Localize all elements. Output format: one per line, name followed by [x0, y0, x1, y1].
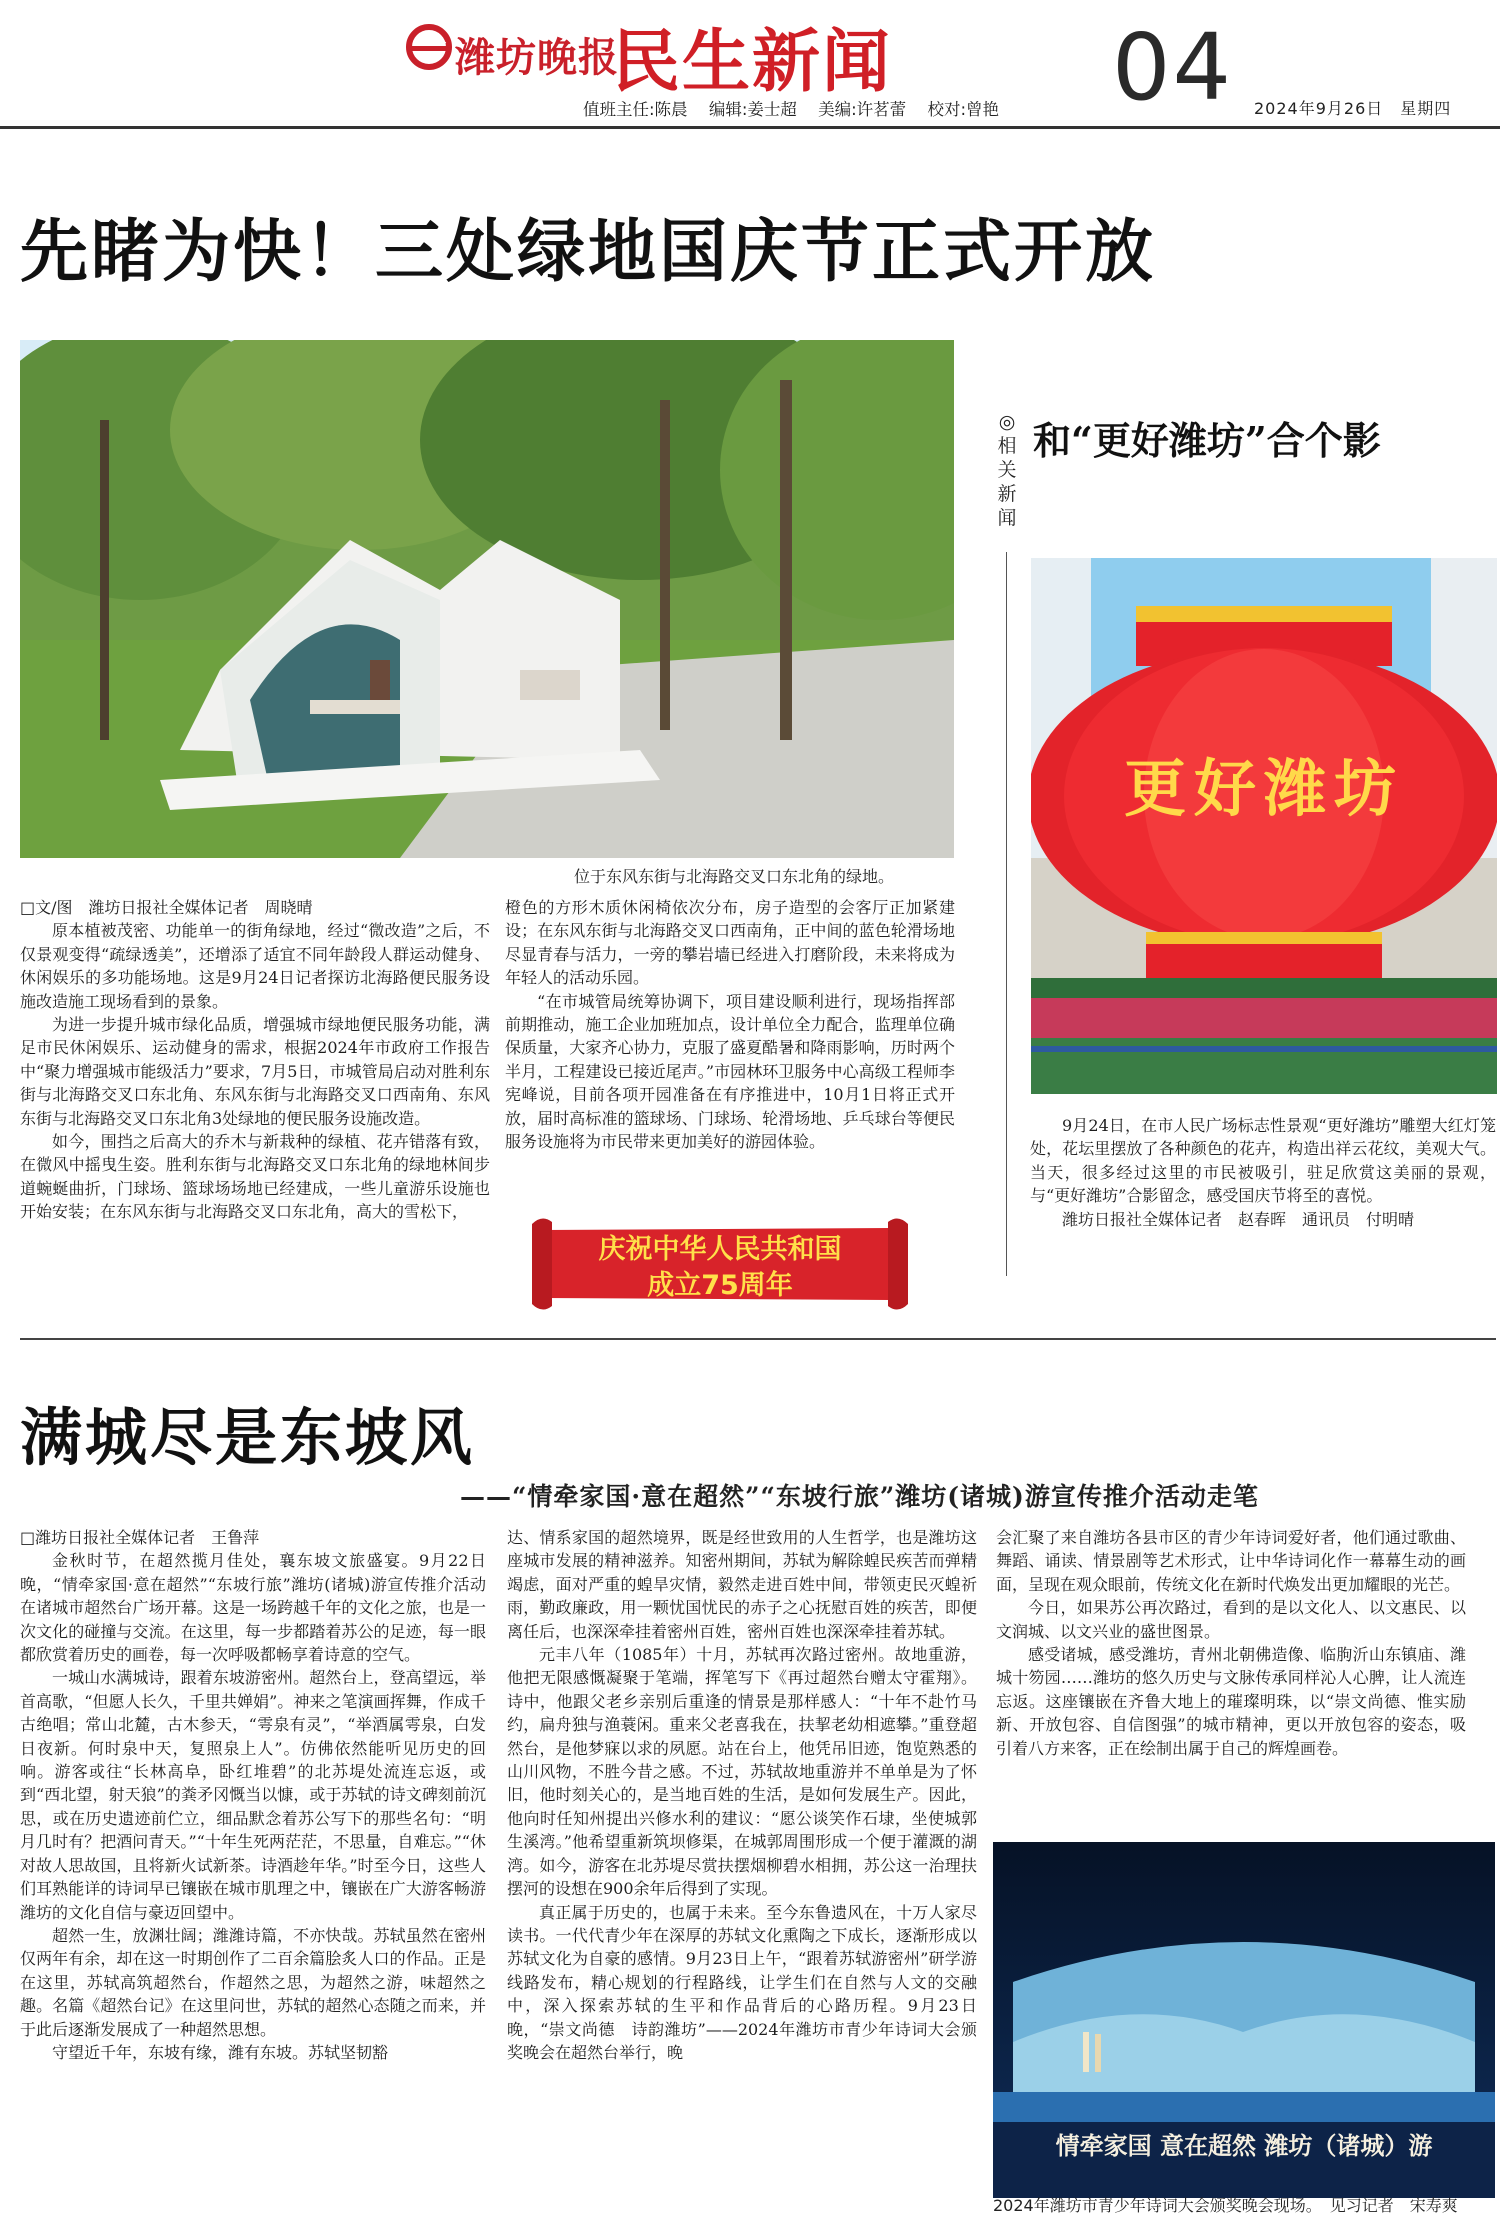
article1-paragraph: 为进一步提升城市绿化品质，增强城市绿地便民服务功能，满足市民休闲娱乐、运动健身的需求，根据2024年市政府工作报告中“聚力增强城市能级活力”要求，7月5日，市城管局启动对胜利东街与北海路交叉口东北角、东风东街与北海路交叉口西南角、东风东街与北海路交叉口东北角3处绿地的便民服务设施改造。	[20, 1015, 490, 1128]
editor: 编辑:姜士超	[708, 100, 797, 119]
sidebar-body	[1030, 1114, 1496, 1318]
proofreader: 校对:曾艳	[927, 100, 999, 119]
article2-paragraph: 元丰八年（1085年）十月，苏轼再次路过密州。故地重游，他把无限感慨凝聚于笔端，挥笔写下《再过超然台赠太守霍翔》。诗中，他跟父老乡亲别后重逢的情景是那样感人：“十年不赴竹马约，扁舟独与渔蓑闲。重来父老喜我在，扶挈老幼相遮攀。”重登超然台，是他梦寐以求的夙愿。站在台上，他凭吊旧迹，饱览熟悉的山川风物，不胜今昔之感。不过，苏轼故地重游并不单单是为了怀旧，他时刻关心的，是当地百姓的生活，是如何发展生产。因此，他向时任知州提出兴修水利的建议：“愿公谈笑作石埭，坐使城郭生溪湾。”他希望重新筑坝修渠，在城郭周围形成一个便于灌溉的湖湾。如今，游客在北苏堤尽赏扶摆烟柳碧水相拥，苏公这一治理扶摆河的设想在900余年后得到了实现。	[507, 1645, 977, 1899]
anniversary-banner	[532, 1210, 908, 1318]
article2-column-2	[507, 1526, 977, 2212]
sidebar-headline: 和“更好潍坊”合个影	[1033, 418, 1381, 463]
lantern-text: 更好潍坊	[1123, 752, 1405, 825]
article2-paragraph: 真正属于历史的，也属于未来。至今东鲁遗风在，十万人家尽读书。一代代青少年在深厚的苏轼文化熏陶之下成长，逐渐形成以苏轼文化为自豪的感情。9月23日上午，“跟着苏轼游密州”研学游线路发布，精心规划的行程路线，让学生们在自然与人文的交融中，深入探索苏轼的生平和作品背后的心路历程。9月23日晚，“崇文尚德 诗韵潍坊”——2024年潍坊市青少年诗词大会颁奖晚会在超然台举行，晚	[507, 1902, 977, 2062]
art-editor: 美编:许茗蕾	[818, 100, 907, 119]
editor-on-duty: 值班主任:陈晨	[583, 100, 688, 119]
article2-column-1	[20, 1526, 486, 2212]
article1-column-1	[20, 896, 490, 1318]
article1-column-2	[505, 896, 955, 1196]
park-pavilion-photo	[20, 340, 954, 858]
article2-paragraph: 金秋时节，在超然揽月佳处，襄东坡文旅盛宴。9月22日晚，“情牵家国·意在超然”“东坡行旅”潍坊(诸城)游宣传推介活动在诸城市超然台广场开幕。这是一场跨越千年的文化之旅，也是一次文化的碰撞与交流。在这里，每一步都踏着苏公的足迹，每一眼都欣赏着历史的画卷，每一次呼吸都畅享着诗意的空气。	[20, 1551, 486, 1665]
article1-paragraph: 原本植被茂密、功能单一的街角绿地，经过“微改造”之后，不仅景观变得“疏绿透美”，还增添了适宜不同年龄段人群运动健身、休闲娱乐的多功能场地。这是9月24日记者探访北海路便民服务设施改造施工现场看到的景象。	[20, 921, 490, 1011]
article2-headline: 满城尽是东坡风	[20, 1401, 476, 1474]
page-number: 04	[1112, 14, 1234, 121]
banner-line-1: 庆祝中华人民共和国	[598, 1234, 842, 1265]
page-date: 2024年9月26日 星期四	[1254, 99, 1452, 118]
article2-paragraph: 达、情系家国的超然境界，既是经世致用的人生哲学，也是潍坊这座城市发展的精神滋养。知密州期间，苏轼为解除蝗民疾苦而弹精竭虑，面对严重的蝗旱灾情，毅然走进百姓中间，带领吏民灭蝗祈雨，勤政廉政，用一颗忧国忧民的赤子之心抚慰百姓的疾苦，即便离任后，也深深牵挂着密州百姓，密州百姓也深深牵挂着苏轼。	[507, 1528, 977, 1641]
masthead-divider	[0, 126, 1500, 129]
article2-paragraph: 今日，如果苏公再次路过，看到的是以文化人、以文惠民、以文润城、以文兴业的盛世图景。	[996, 1598, 1466, 1641]
sidebar-paragraph: 9月24日，在市人民广场标志性景观“更好潍坊”雕塑大红灯笼处，花坛里摆放了各种颜色的花卉，构造出祥云花纹，美观大气。当天，很多经过这里的市民被吸引，驻足欣赏这美丽的景观，与“更好潍坊”合影留念，感受国庆节将至的喜悦。	[1030, 1116, 1496, 1206]
article2-subheadline: ——“情牵家国·意在超然”“东坡行旅”潍坊(诸城)游宣传推介活动走笔	[460, 1482, 1259, 1511]
banner-line-2: 成立75周年	[647, 1270, 793, 1301]
newspaper-logo-icon	[405, 24, 453, 70]
article2-paragraph: 会汇聚了来自潍坊各县市区的青少年诗词爱好者，他们通过歌曲、舞蹈、诵读、情景剧等艺术形式，让中华诗词化作一幕幕生动的画面，呈现在观众眼前，传统文化在新时代焕发出更加耀眼的光芒。	[996, 1528, 1466, 1594]
article2-paragraph: 超然一生，放渊壮阔；潍潍诗篇，不亦快哉。苏轼虽然在密州仅两年有余，却在这一时期创作了二百余篇脍炙人口的作品。正是在这里，苏轼高筑超然台，作超然之思，为超然之游，味超然之趣。名篇《超然台记》在这里问世，苏轼的超然心态随之而来，并于此后逐渐发展成了一种超然思想。	[20, 1925, 486, 2039]
sidebar-credit: 潍坊日报社全媒体记者 赵春晖 通讯员 付明晴	[1062, 1209, 1415, 1229]
article1-headline: 先睹为快！三处绿地国庆节正式开放	[20, 213, 1157, 292]
article2-column-3	[996, 1526, 1466, 1848]
newspaper-name: 潍坊晚报	[455, 35, 619, 81]
article2-paragraph: 守望近千年，东坡有缘，潍有东坡。苏轼坚韧豁	[52, 2042, 389, 2062]
sidebar-divider	[1006, 552, 1007, 1276]
article1-paragraph: “在市城管局统筹协调下，项目建设顺利进行，现场指挥部前期推动，施工企业加班加点，设计单位全力配合，监理单位确保质量，大家齐心协力，克服了盛夏酷暑和降雨影响，历时两个半月，工程建设已接近尾声。”市园林环卫服务中心高级工程师李宪峰说，目前各项开园准备在有序推进中，10月1日将正式开放，届时高标准的篮球场、门球场、轮滑场地、乒乓球台等便民服务设施将为市民带来更加美好的游园体验。	[505, 991, 955, 1152]
park-photo-caption: 位于东风东街与北海路交叉口东北角的绿地。	[574, 867, 895, 886]
article2-paragraph: 一城山水满城诗，跟着东坡游密州。超然台上，登高望远，举首高歌，“但愿人长久，千里共婵娟”。神来之笔演画挥舞，作成千古绝唱；常山北麓，古木参天，“雩泉有灵”，“举酒属雩泉，白发日夜新。何时泉中天，复照泉上人”。仿佛依然能听见历史的回响。游客或往“长林高阜，卧红堆碧”的北苏堤处流连忘返，或到“西北望，射天狼”的粪矛冈慨当以慷，或于苏轼的诗文碑刻前沉思，或在历史遗迹前伫立，细品默念着苏公写下的那些名句：“明月几时有？把酒问青天。”“十年生死两茫茫，不思量，自难忘。”“休对故人思故国，且将新火试新茶。诗酒趁年华。”时至今日，这些人们耳熟能详的诗词早已镶嵌在城市肌理之中，镶嵌在广大游客畅游潍坊的文化自信与豪迈回望中。	[20, 1668, 486, 1922]
article1-paragraph: 如今，围挡之后高大的乔木与新栽种的绿植、花卉错落有致，在微风中摇曳生姿。胜利东街与北海路交叉口东北角的绿地林间步道蜿蜒曲折，门球场、篮球场场地已经建成，一些儿童游乐设施也开始安装；在东风东街与北海路交叉口东北角，高大的雪松下，	[20, 1132, 490, 1222]
related-news-label: ◎相关新闻	[997, 411, 1017, 529]
editors-line	[583, 96, 1015, 120]
article2-byline: □潍坊日报社全媒体记者 王鲁萍	[20, 1528, 260, 1547]
section-divider	[20, 1338, 1496, 1340]
stage-photo-caption: 2024年潍坊市青少年诗词大会颁奖晚会现场。 见习记者 宋寿爽	[993, 2196, 1458, 2214]
section-name: 民生新闻	[612, 22, 893, 102]
poetry-gala-stage-photo	[993, 1842, 1495, 2198]
red-lantern-photo	[1031, 558, 1497, 1094]
article1-paragraph: 橙色的方形木质休闲椅依次分布，房子造型的会客厅正加紧建设；在东风东街与北海路交叉口西南角，正中间的蓝色轮滑场地尽显青春与活力，一旁的攀岩墙已经进入打磨阶段，未来将成为年轻人的活动乐园。	[505, 898, 955, 988]
article2-paragraph: 感受诸城，感受潍坊，青州北朝佛造像、临朐沂山东镇庙、潍城十笏园……潍坊的悠久历史与文脉传承同样沁人心脾，让人流连忘返。这座镶嵌在齐鲁大地上的璀璨明珠，以“崇文尚德、惟实励新、开放包容、自信图强”的城市精神，更以开放包容的姿态，吸引着八方来客，正在绘制出属于自己的辉煌画卷。	[996, 1645, 1466, 1758]
article1-byline: □文/图 潍坊日报社全媒体记者 周晓晴	[20, 898, 313, 917]
stage-banner-text: 情牵家国 意在超然 潍坊（诸城）游	[1055, 2132, 1433, 2160]
